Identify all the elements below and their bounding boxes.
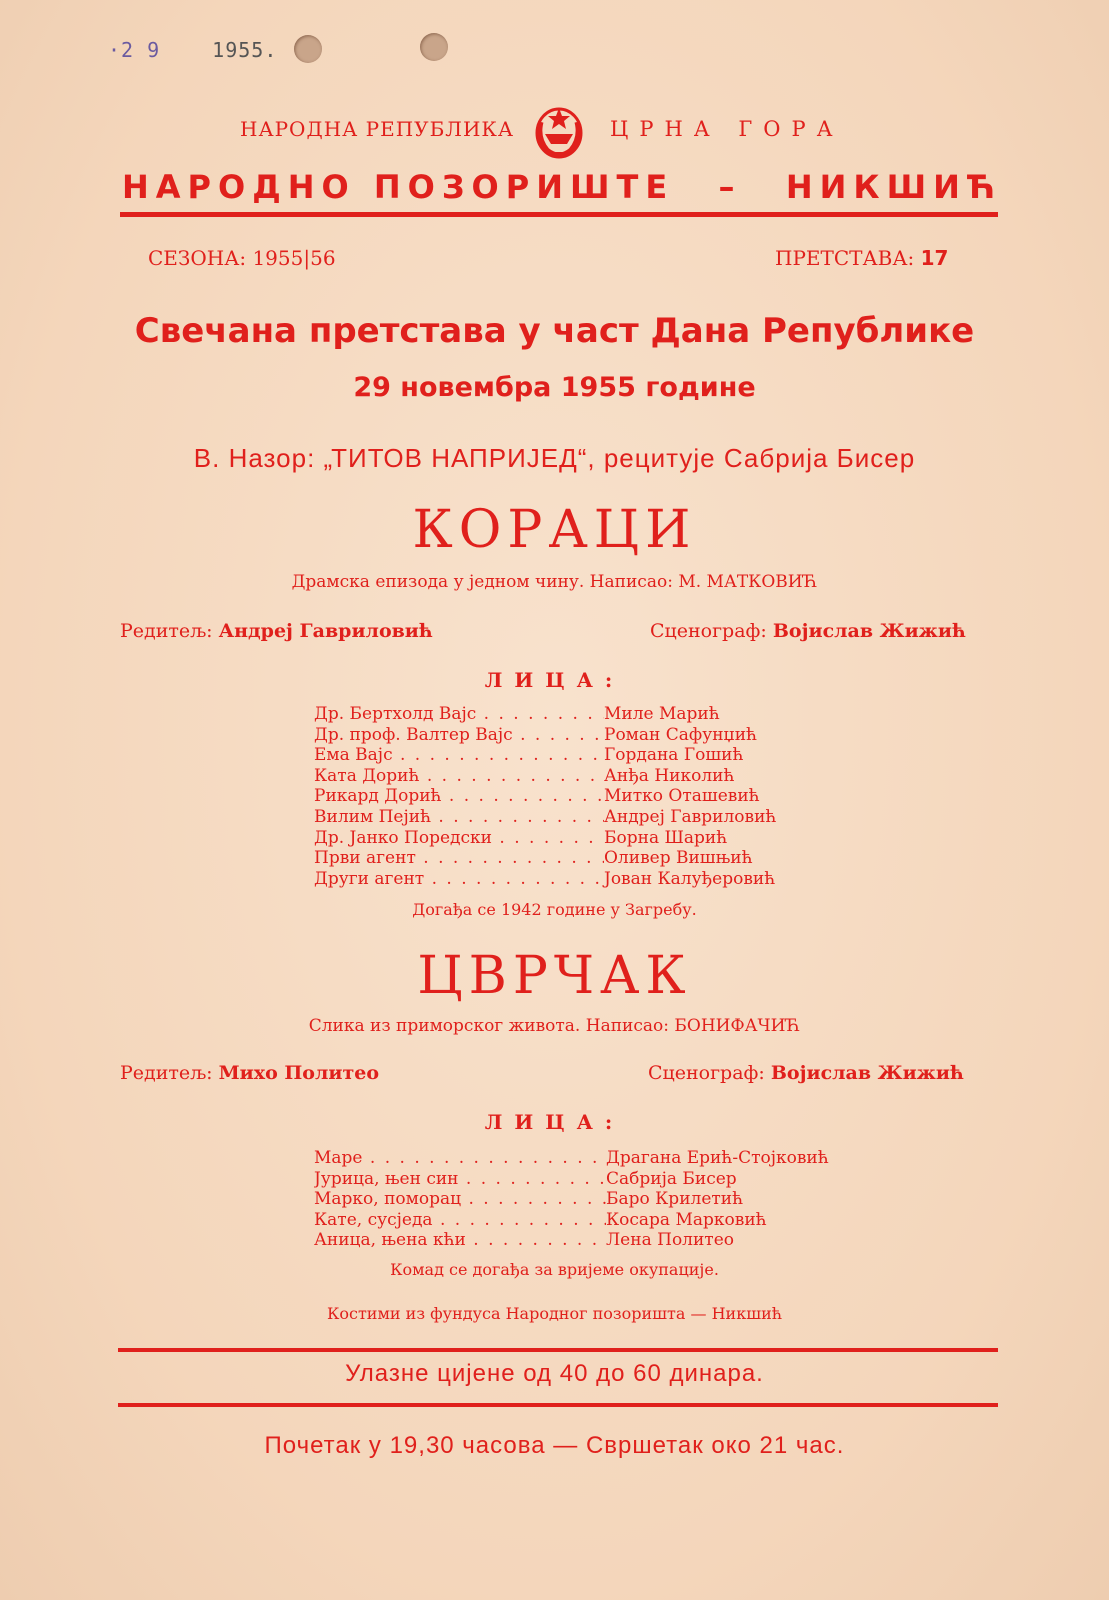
cast-row [314, 704, 776, 725]
play-two-subtitle: Слика из приморског живота. Написао: БОНИФАЧИЋ [308, 1016, 801, 1036]
cast-actor: Оливер Вишњић [604, 848, 753, 869]
play-one-title: КОРАЦИ [412, 500, 697, 560]
cast-role: Други агент . . . [314, 869, 604, 890]
archive-stamp [108, 38, 277, 62]
cast-row [314, 786, 776, 807]
cast-actor: Миле Марић [604, 704, 720, 724]
cast-role: Ема Вајс . . . [314, 745, 604, 766]
theatre-title [122, 168, 1002, 206]
stamp-year: 1955. [212, 38, 278, 62]
cast-role: Први агент . . . [314, 848, 604, 869]
cast-row [314, 869, 776, 890]
scenographer-label: Сценограф: [648, 1062, 765, 1084]
cast-row [314, 725, 776, 746]
season-value: 1955|56 [252, 246, 336, 270]
cast-row [314, 848, 776, 869]
prices-rule-bottom [118, 1403, 998, 1407]
cast-actor: Борна Шарић [604, 827, 728, 848]
cast-role: Др. Бертхолд Вајс . . . [314, 704, 604, 725]
cast-actor: Митко Оташевић [604, 786, 760, 807]
play-one-cast-list [314, 704, 776, 889]
play-two-scenographer [648, 1062, 964, 1084]
cast-role: Вилим Пејић . . . [314, 807, 604, 828]
play-one-setting-note: Догађа се 1942 године у Загребу. [412, 900, 697, 919]
director-name: Михо Политео [218, 1062, 380, 1084]
punch-hole-left [294, 35, 322, 63]
cast-actor: Роман Сафунџић [604, 724, 757, 745]
cast-role: Др. проф. Валтер Вајс . . . [314, 725, 604, 746]
director-name: Андреј Гавриловић [218, 620, 433, 642]
montenegro-label: ЦРНА ГОРА [610, 117, 844, 141]
ticket-prices: Улазне цијене од 40 до 60 динара. [345, 1360, 764, 1387]
state-emblem-icon [533, 102, 585, 160]
director-label: Редитељ: [120, 1062, 213, 1084]
cast-actor: Гордана Гошић [604, 745, 744, 766]
cast-actor: Сабрија Бисер [606, 1168, 737, 1189]
cast-role: Маре . . . [314, 1148, 606, 1169]
cast-actor: Косара Марковић [606, 1209, 767, 1230]
cast-actor: Баро Крилетић [606, 1189, 744, 1210]
cast-actor: Анђа Николић [604, 765, 735, 786]
gala-heading: Свечана претстава у част Дана Републике [134, 311, 975, 351]
cast-row [314, 1169, 829, 1190]
play-two-title: ЦВРЧАК [417, 946, 692, 1006]
play-one-subtitle: Драмска епизода у једном чину. Написао: М. МАТКОВИЋ [291, 572, 818, 592]
performance-times: Почетак у 19,30 часова — Свршетак око 21 час. [264, 1432, 845, 1459]
cast-actor: Лена Политео [606, 1230, 735, 1251]
republic-label: НАРОДНА РЕПУБЛИКА [240, 117, 515, 141]
punch-hole-right [420, 33, 448, 61]
play-two-setting-note: Комад се догађа за вријеме окупације. [390, 1260, 719, 1279]
cast-row [314, 1189, 829, 1210]
play-one-cast-heading: ЛИЦА: [484, 668, 625, 692]
cast-row [314, 807, 776, 828]
cast-actor: Драгана Ерић-Стојковић [606, 1148, 829, 1168]
prices-rule-top [118, 1348, 998, 1352]
cast-role: Марко, поморац . . . [314, 1189, 606, 1210]
cast-role: Кате, сусједа . . . [314, 1210, 606, 1231]
cast-row [314, 1230, 829, 1251]
play-two-director [120, 1062, 379, 1084]
theatre-dash: – [718, 168, 742, 206]
cast-actor: Андреј Гавриловић [604, 806, 777, 827]
play-two-cast-heading: ЛИЦА: [484, 1110, 625, 1134]
performance-value: 17 [920, 246, 949, 270]
cast-role: Јурица, њен син . . . [314, 1169, 606, 1190]
cast-role: Ката Дорић . . . [314, 766, 604, 787]
cast-row [314, 766, 776, 787]
cast-actor: Јован Калуђеровић [604, 868, 776, 889]
header-rule [120, 212, 998, 217]
stamp-day: ·2 9 [108, 38, 161, 62]
play-one-director [120, 620, 433, 642]
season-label [148, 246, 336, 270]
performance-caption: ПРЕТСТАВА: [775, 246, 915, 270]
scenographer-name: Војислав Жижић [772, 620, 966, 642]
play-two-cast-list [314, 1148, 829, 1251]
gala-date: 29 новембра 1955 године [353, 372, 756, 403]
costumes-note: Костими из фундуса Народног позоришта — Никшић [326, 1304, 783, 1323]
play-one-scenographer [650, 620, 966, 642]
cast-role: Рикард Дорић . . . [314, 786, 604, 807]
theatre-name: НАРОДНО ПОЗОРИШТЕ [122, 168, 675, 206]
scenographer-name: Војислав Жижић [770, 1062, 964, 1084]
theatre-city: НИКШИЋ [785, 168, 1002, 206]
cast-role: Др. Јанко Поредски . . . [314, 828, 604, 849]
cast-row [314, 828, 776, 849]
cast-row [314, 1148, 829, 1169]
season-caption: СЕЗОНА: [148, 246, 247, 270]
cast-role: Аница, њена кћи . . . [314, 1230, 606, 1251]
cast-row [314, 1210, 829, 1231]
performance-number [775, 246, 948, 270]
recitation-line: В. Назор: „ТИТОВ НАПРИЈЕД“, рецитује Сабрија Бисер [193, 443, 916, 473]
scenographer-label: Сценограф: [650, 620, 767, 642]
director-label: Редитељ: [120, 620, 213, 642]
cast-row [314, 745, 776, 766]
